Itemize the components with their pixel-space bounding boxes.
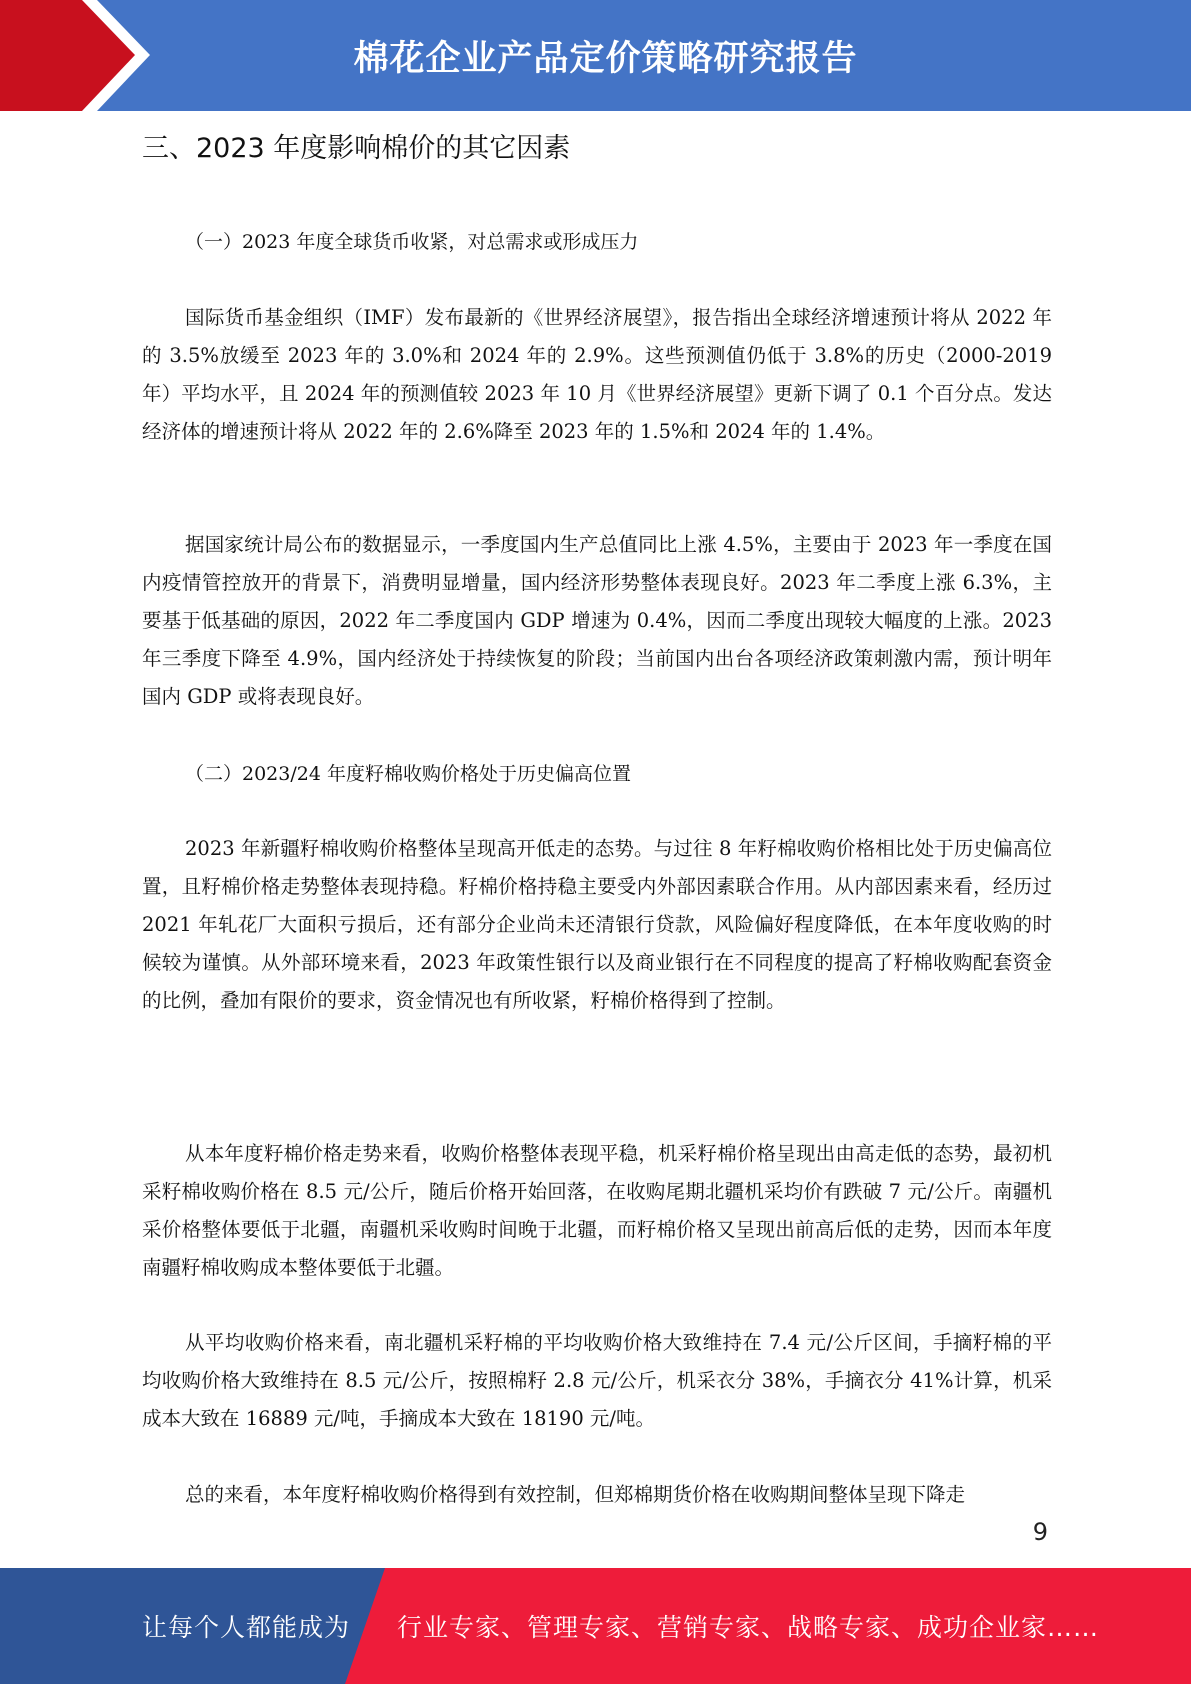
subsection-heading-1: （一）2023 年度全球货币收紧，对总需求或形成压力 [185,231,639,253]
page-footer [0,1568,1191,1684]
report-title: 棉花企业产品定价策略研究报告 [353,38,858,79]
footer-slogan-left: 让每个人都能成为 [142,1613,351,1642]
subsection-heading-2: （二）2023/24 年度籽棉收购价格处于历史偏高位置 [185,763,631,785]
footer-slogan-right: 行业专家、管理专家、营销专家、战略专家、成功企业家…… [397,1613,1100,1642]
paragraph-seed-cotton-price: 2023 年新疆籽棉收购价格整体呈现高开低走的态势。与过往 8 年籽棉收购价格相比处于历史偏高位置，且籽棉价格走势整体表现持稳。籽棉价格持稳主要受内外部因素联合作用。从内部因素来看，经历过 2021 年轧花厂大面积亏损后，还有部分企业尚未还清银行贷款，风险偏好程度降低，在本年度收购的时候较为谨慎。从外部环境来看，2023 年政策性银行以及商业银行在不同程度的提高了籽棉收购配套资金的比例，叠加有限价的要求，资金情况也有所收紧，籽棉价格得到了控制。 [142,837,1052,1012]
section-heading: 三、2023 年度影响棉价的其它因素 [142,133,571,164]
paragraph-imf-outlook: 国际货币基金组织（IMF）发布最新的《世界经济展望》，报告指出全球经济增速预计将从 2022 年的 3.5%放缓至 2023 年的 3.0%和 2024 年的 2.9%。这些预测值仍低于 3.8%的历史（2000-2019 年）平均水平，且 2024 年的预测值较 2023 年 10 月《世界经济展望》更新下调了 0.1 个百分点。发达经济体的增速预计将从 2022 年的 2.6%降至 2023 年的 1.5%和 2024 年的 1.4%。 [142,306,1052,443]
page-number: 9 [1032,1518,1048,1546]
paragraph-average-price: 从平均收购价格来看，南北疆机采籽棉的平均收购价格大致维持在 7.4 元/公斤区间，手摘籽棉的平均收购价格大致维持在 8.5 元/公斤，按照棉籽 2.8 元/公斤，机采衣分 38%，手摘衣分 41%计算，机采成本大致在 16889 元/吨，手摘成本大致在 18190 元/吨。 [142,1331,1052,1430]
paragraph-summary: 总的来看，本年度籽棉收购价格得到有效控制，但郑棉期货价格在收购期间整体呈现下降走 [185,1483,966,1506]
paragraph-price-trend: 从本年度籽棉价格走势来看，收购价格整体表现平稳，机采籽棉价格呈现出由高走低的态势，最初机采籽棉收购价格在 8.5 元/公斤，随后价格开始回落，在收购尾期北疆机采均价有跌破 7 元/公斤。南疆机采价格整体要低于北疆，南疆机采收购时间晚于北疆，而籽棉价格又呈现出前高后低的走势，因而本年度南疆籽棉收购成本整体要低于北疆。 [142,1142,1052,1279]
paragraph-gdp-stats: 据国家统计局公布的数据显示，一季度国内生产总值同比上涨 4.5%，主要由于 2023 年一季度在国内疫情管控放开的背景下，消费明显增量，国内经济形势整体表现良好。2023 年二季度上涨 6.3%，主要基于低基础的原因，2022 年二季度国内 GDP 增速为 0.4%，因而二季度出现较大幅度的上涨。2023 年三季度下降至 4.9%，国内经济处于持续恢复的阶段；当前国内出台各项经济政策刺激内需，预计明年国内 GDP 或将表现良好。 [142,533,1052,708]
header-chevron-icon [0,0,160,111]
page-header [0,0,1191,111]
